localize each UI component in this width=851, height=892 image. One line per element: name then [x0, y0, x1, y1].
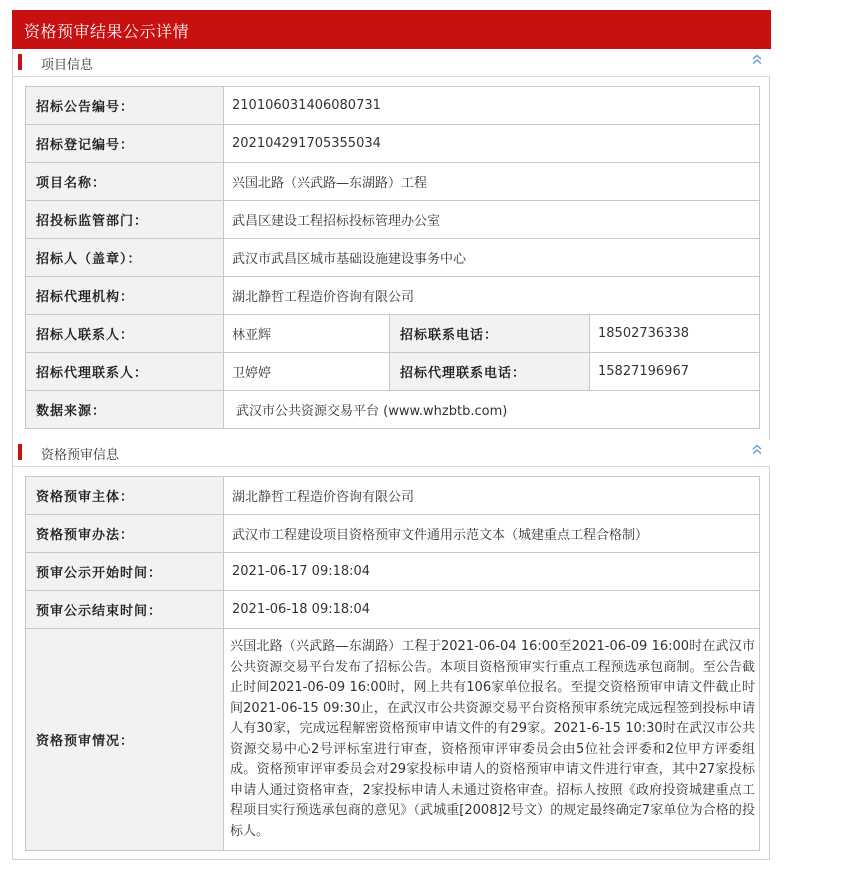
project-info-table [25, 86, 760, 429]
project-info-section-header [13, 50, 770, 77]
field-label: 招标代理联系电话： [390, 353, 590, 391]
table-row [26, 553, 760, 591]
field-value: 18502736338 [590, 315, 760, 353]
field-label: 资格预审情况： [26, 629, 224, 851]
prequal-info-section-header [13, 440, 770, 467]
field-label: 预审公示结束时间： [26, 591, 224, 629]
field-value: 湖北静哲工程造价咨询有限公司 [224, 277, 760, 315]
collapse-up-icon[interactable] [750, 53, 764, 67]
section-marker [18, 444, 22, 460]
table-row [26, 391, 760, 429]
field-value: 卫婷婷 [224, 353, 390, 391]
field-label: 预审公示开始时间： [26, 553, 224, 591]
prequal-situation-text: 兴国北路（兴武路—东湖路）工程于2021-06-04 16:00至2021-06-09 16:00时在武汉市公共资源交易平台发布了招标公告。本项目资格预审实行重点工程预选承包商制。至公告截止时间2021-06-09 16:00时，网上共有106家单位报名。至提交资格预审申请文件截止时间2021-06-15 09:30止，在武汉市公共资源交易平台资格预审系统完成远程签到投标申请人有30家，完成远程解密资格预审申请文件的有29家。2021-6-15 10:30时在武汉市公共资源交易中心2号评标室进行审查，资格预审评审委员会由5位社会评委和2位甲方评委组成。资格预审评审委员会对29家投标申请人的资格预审申请文件进行审查，其中27家投标申请人通过资格审查，2家投标申请人未通过资格审查。招标人按照《政府投资城建重点工程项目实行预选承包商的意见》（武城重[2008]2号文）的规定最终确定7家单位为合格的投标人。 [224, 629, 760, 851]
field-value: 湖北静哲工程造价咨询有限公司 [224, 477, 760, 515]
field-value: 202104291705355034 [224, 125, 760, 163]
field-value: 2021-06-17 09:18:04 [224, 553, 760, 591]
field-value: 武汉市武昌区城市基础设施建设事务中心 [224, 239, 760, 277]
table-row [26, 239, 760, 277]
data-source-link[interactable]: 武汉市公共资源交易平台 (www.whzbtb.com) [224, 391, 760, 429]
field-label: 招标人联系人： [26, 315, 224, 353]
table-row [26, 591, 760, 629]
field-label: 招投标监管部门： [26, 201, 224, 239]
table-row [26, 515, 760, 553]
page-title: 资格预审结果公示详情 [24, 22, 190, 41]
section-marker [18, 54, 22, 70]
field-label: 资格预审办法： [26, 515, 224, 553]
field-value: 林亚辉 [224, 315, 390, 353]
collapse-up-icon[interactable] [750, 443, 764, 457]
field-value: 兴国北路（兴武路—东湖路）工程 [224, 163, 760, 201]
field-label: 招标联系电话： [390, 315, 590, 353]
field-value: 武昌区建设工程招标投标管理办公室 [224, 201, 760, 239]
field-label: 项目名称： [26, 163, 224, 201]
field-label: 招标代理联系人： [26, 353, 224, 391]
table-row [26, 87, 760, 125]
table-row [26, 125, 760, 163]
table-row [26, 201, 760, 239]
table-row [26, 629, 760, 851]
section-title: 项目信息 [41, 58, 94, 73]
section-title: 资格预审信息 [41, 448, 120, 463]
field-label: 招标公告编号： [26, 87, 224, 125]
field-value: 15827196967 [590, 353, 760, 391]
field-label: 招标人（盖章）： [26, 239, 224, 277]
table-row [26, 277, 760, 315]
field-value: 210106031406080731 [224, 87, 760, 125]
table-row [26, 353, 760, 391]
field-value: 2021-06-18 09:18:04 [224, 591, 760, 629]
prequal-info-table [25, 476, 760, 851]
page-header [12, 10, 771, 49]
field-label: 资格预审主体： [26, 477, 224, 515]
table-row [26, 163, 760, 201]
table-row [26, 315, 760, 353]
table-row [26, 477, 760, 515]
field-label: 招标代理机构： [26, 277, 224, 315]
field-value: 武汉市工程建设项目资格预审文件通用示范文本（城建重点工程合格制） [224, 515, 760, 553]
field-label: 数据来源： [26, 391, 224, 429]
field-label: 招标登记编号： [26, 125, 224, 163]
